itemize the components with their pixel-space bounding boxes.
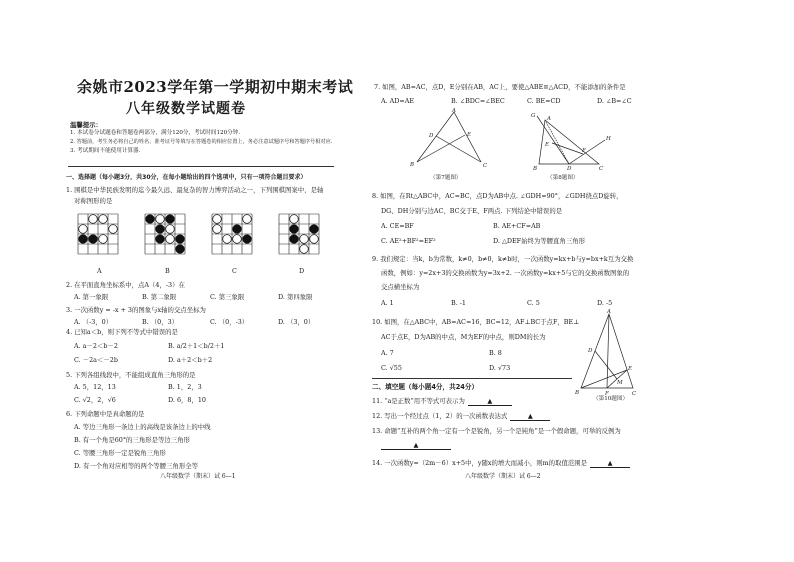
q12-stem	[372, 412, 550, 421]
divider	[68, 166, 334, 167]
q5-options-row2	[74, 396, 206, 404]
q6-option: B. 有一个角是60°的三角形是等边三角形	[74, 436, 190, 444]
section-2-heading: 二、填空题（每小题4分，共24分）	[372, 383, 479, 391]
fig8-point-label: A	[547, 116, 551, 122]
white-stone	[109, 225, 118, 234]
q9-option: D. -5	[597, 299, 613, 307]
fig10-point-label: C	[632, 391, 637, 396]
white-stone	[99, 215, 108, 224]
fig7-point-label: B	[410, 162, 415, 168]
white-stone	[223, 235, 232, 244]
notice-heading: 温馨提示：	[70, 121, 102, 129]
white-stone	[213, 215, 222, 224]
q8-stem: 8. 如图，在Rt△ABC中，AC=BC，点D为AB中点. ∠GDH=90°，∠GDH绕点D旋转，	[372, 192, 623, 200]
q3-option: A. （-3，0）	[74, 318, 113, 326]
q1-option-b-label: B	[165, 267, 170, 275]
fig7-point-label: D	[429, 133, 434, 139]
fig7-point-label: C	[483, 163, 488, 169]
q5-option: C. √2，2，√6	[74, 396, 116, 404]
q2-option: B. 第二象限	[142, 293, 177, 301]
q10-options-row1	[381, 349, 502, 357]
q4-option: A. a－2＜b－2	[74, 342, 118, 350]
white-stone	[79, 225, 88, 234]
q6-option: C. 等腰三角形一定是锐角三角形	[74, 449, 166, 457]
fig8-point-label: C	[599, 166, 604, 172]
q7-option: A. AD=AE	[381, 97, 415, 105]
black-stone	[290, 225, 299, 234]
fig8-point-label: D	[567, 166, 572, 172]
q9-option: A. 1	[381, 299, 394, 307]
right-page	[372, 0, 794, 562]
q4-option: B. a/2＋1＜b/2＋1	[168, 342, 225, 350]
black-stone	[176, 235, 185, 244]
q4-option: C. －2a＜－2b	[74, 356, 118, 364]
black-stone	[310, 225, 319, 234]
q8-option: B. AE+CF=AB	[493, 222, 541, 230]
q9-option: C. 5	[527, 299, 540, 307]
white-stone	[243, 215, 252, 224]
q4-options-row1	[74, 342, 224, 350]
q13-stem: 13. 命题“互补的两个角一定有一个是锐角，另一个是钝角”是一个假命题，可举的反例为	[372, 427, 621, 435]
q2-option: C. 第三象限	[210, 293, 245, 301]
exam-title: 余姚市2023学年第一学期初中期末考试	[77, 78, 354, 96]
figure-8	[525, 112, 615, 172]
q10-option: A. 7	[381, 349, 394, 357]
page-footer-right: 八年级数学（期末）试 6—2	[465, 473, 541, 480]
q7-option: C. BE=CD	[527, 97, 561, 105]
q5-stem: 5. 下列各组线段中，不能组成直角三角形的是	[66, 371, 196, 379]
q8-option: C. AE²+BF²=EF²	[381, 237, 436, 245]
q11-stem	[372, 397, 512, 406]
q10-option: C. √55	[381, 364, 402, 372]
white-stone	[290, 215, 299, 224]
q3-option: C. （0，-3）	[210, 318, 249, 326]
q12-answer-blank: ▲	[510, 412, 550, 421]
page-footer-left: 八年级数学（期末）试 6—1	[160, 473, 236, 480]
black-stone	[79, 235, 88, 244]
q10-stem: 10. 如图，在△ABC中，AB=AC=16，BC=12，AF⊥BC于点F，BE⊥	[372, 318, 580, 326]
white-stone	[99, 235, 108, 244]
fig8-point-label: B	[533, 166, 538, 172]
q1-option-d-label: D	[299, 267, 305, 275]
black-stone	[233, 225, 242, 234]
white-stone	[300, 245, 309, 254]
fig8-point-label: F	[582, 148, 586, 154]
fig10-point-label: M	[617, 380, 623, 386]
q13-answer-line	[381, 441, 451, 450]
q9-option: B. -1	[451, 299, 466, 307]
black-stone	[156, 235, 165, 244]
q2-stem: 2. 在平面直角坐标系中，点A（4，-3）在	[66, 281, 185, 289]
q5-option: B. 1，2，3	[168, 383, 202, 391]
q7-stem: 7. 如图，AB=AC，点D，E分别在AB，AC上，要使△ABE≌△ACD，不能添加的条件是	[374, 83, 626, 91]
white-stone	[89, 215, 98, 224]
q14-stem	[372, 459, 630, 468]
fig10-point-label: F	[605, 391, 609, 396]
q2-options	[74, 293, 313, 301]
q1-stem: 对称图形的是	[74, 197, 113, 205]
q11-answer-blank: ▲	[468, 397, 512, 406]
figure-7	[407, 108, 497, 170]
black-stone	[243, 235, 252, 244]
exam-subtitle: 八年级数学试题卷	[126, 101, 246, 117]
q3-option: B. （0，3）	[142, 318, 179, 326]
q14-answer-blank: ▲	[590, 459, 630, 468]
black-stone	[166, 215, 175, 224]
q7-options	[381, 97, 632, 105]
q4-options-row2	[74, 356, 212, 364]
go-board	[212, 214, 252, 254]
white-stone	[310, 235, 319, 244]
section-1-heading: 一、选择题（每小题3分，共30分，在每小题给出的四个选项中，只有一项符合题目要求）	[66, 174, 307, 181]
white-stone	[213, 225, 222, 234]
go-board	[78, 214, 118, 254]
q8-options-row2	[381, 237, 585, 245]
black-stone	[146, 215, 155, 224]
q9-stem: 函数，例如：y=2x+3的交换函数为y=3x+2. 一次函数y=kx+5与它的交换函数图象的	[381, 269, 630, 277]
q11-text: 11. “a是正数”用不等式可表示为	[372, 397, 465, 405]
q10-option: D. √73	[489, 364, 511, 372]
q2-option: A. 第一象限	[74, 293, 109, 301]
q12-text: 12. 写出一个经过点（1，2）的一次函数表达式	[372, 412, 508, 420]
fig10-caption: （第10题图）	[593, 396, 629, 402]
q2-option: D. 第四象限	[278, 293, 313, 301]
q8-option: D. △DEF始终为等腰直角三角形	[493, 237, 586, 245]
white-stone	[156, 215, 165, 224]
q8-stem: DG、DH分别与边AC、BC交于E、F两点. 下列结论中错误的是	[381, 207, 563, 215]
black-stone	[89, 235, 98, 244]
q4-option: D. a＋2＜b＋2	[168, 356, 213, 364]
q6-stem: 6. 下列命题中是真命题的是	[66, 410, 145, 418]
q9-stem: 9. 我们规定：当k，b为常数，k≠0，b≠0，k≠b时，一次函数y=kx+b与y=bx+k互为交换	[372, 255, 634, 263]
notice-line: 2. 答题前，考生务必将自己的姓名、准考证号等填写在答题卷的相应位置上，务必注意试题序号和答题序号相对应.	[70, 139, 333, 145]
fig8-point-label: G	[531, 113, 536, 119]
q10-options-row2	[381, 364, 510, 372]
black-stone	[176, 245, 185, 254]
fig10-point-label: E	[628, 366, 633, 372]
white-stone	[300, 235, 309, 244]
q3-stem: 3. 一次函数y = -x + 3的图象与x轴的交点坐标为	[66, 306, 206, 314]
white-stone	[233, 235, 242, 244]
fig10-point-label: A	[607, 309, 611, 315]
black-stone	[290, 235, 299, 244]
q7-option: D. ∠B=∠C	[597, 97, 632, 105]
q13-answer-blank: ▲	[381, 441, 451, 450]
divider	[372, 378, 572, 379]
white-stone	[166, 225, 175, 234]
q1-option-a-label: A	[97, 267, 102, 275]
fig8-point-label: H	[606, 136, 611, 142]
q5-option: D. 6，8，10	[168, 396, 207, 404]
q8-options-row1	[381, 222, 540, 230]
fig10-point-label: B	[575, 390, 580, 396]
q10-stem: AC于点E，D为AB的中点，M为EF的中点，则DM的长为	[381, 333, 546, 341]
q14-text: 14. 一次函数y=（2m－6）x+5中，y随x的增大而减小，则m的取值范围是	[372, 459, 588, 467]
q7-option: B. ∠BDC=∠BEC	[451, 97, 505, 105]
go-board	[279, 214, 319, 254]
fig8-point-label: E	[545, 142, 550, 148]
q1-stem: 1. 围棋是中华民族发明的迄今最久远、最复杂的智力博弈活动之一，下列围棋图案中，是轴	[66, 186, 324, 194]
fig7-point-label: E	[467, 132, 472, 138]
q4-stem: 4. 已知a＜b，则下列不等式中错误的是	[66, 328, 178, 336]
q1-option-c-label: C	[232, 267, 237, 275]
fig7-caption: （第7题图）	[430, 175, 462, 181]
q1-go-boards	[74, 208, 336, 268]
q3-options	[74, 318, 314, 326]
q6-option: A. 等边三角形一条边上的高线是该条边上的中线	[74, 423, 211, 431]
figure-10	[575, 308, 637, 396]
q6-option: D. 有一个角对应相等的两个等腰三角形全等	[74, 462, 198, 470]
notice-line: 1. 本试卷分试题卷和答题卷两部分，满分120分，考试时间120分钟.	[70, 130, 241, 136]
q8-option: A. CE=BF	[381, 222, 414, 230]
fig10-point-label: D	[588, 348, 593, 354]
black-stone	[156, 225, 165, 234]
fig7-point-label: A	[452, 108, 456, 114]
q5-options-row1	[74, 383, 202, 391]
q10-option: B. 8	[489, 349, 502, 357]
q9-stem: 交点横坐标为	[381, 283, 420, 291]
white-stone	[166, 235, 175, 244]
notice-line: 3. 考试期间不能使用计算器.	[70, 148, 141, 154]
q5-option: A. 5，12，13	[74, 383, 116, 391]
q3-option: D. （3，0）	[278, 318, 315, 326]
go-board	[145, 214, 185, 254]
fig8-caption: （第8题图）	[547, 175, 579, 181]
q9-options	[381, 299, 612, 307]
